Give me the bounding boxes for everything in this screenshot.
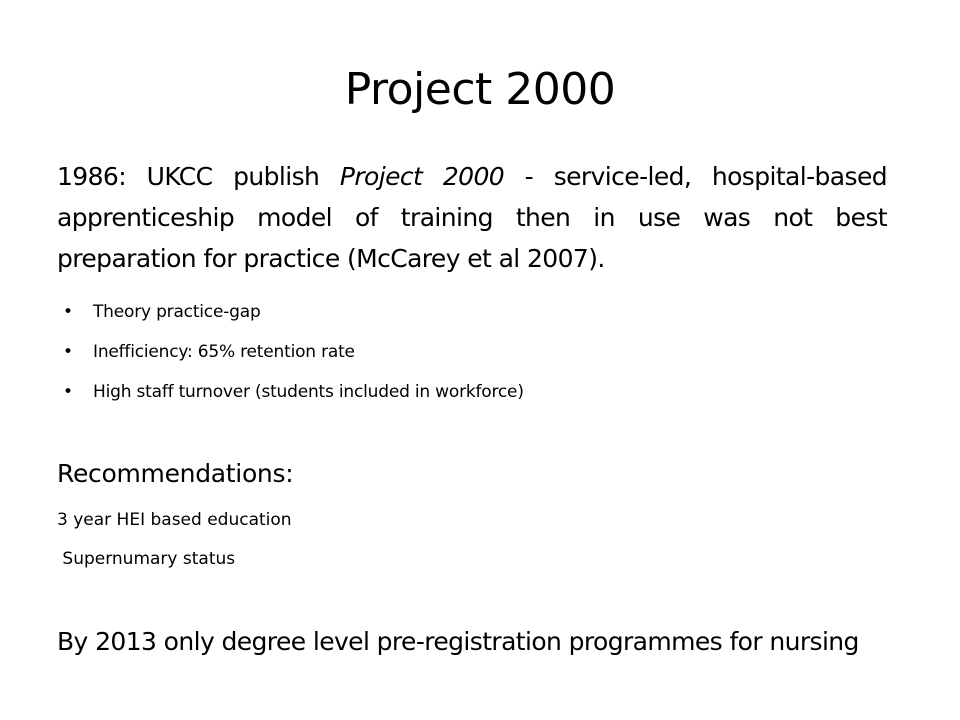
bullet-icon: • xyxy=(63,382,73,402)
bullet-item xyxy=(63,336,524,376)
bullet-text: Theory practice-gap xyxy=(93,302,261,322)
bullet-item xyxy=(63,376,524,416)
intro-suffix: - service-led, hospital-based apprenticeship model of training then in use was not best preparation for practice (McCarey et al 2007). xyxy=(57,162,887,273)
slide-title: Project 2000 xyxy=(344,64,616,115)
recommendations-heading: Recommendations: xyxy=(57,459,294,488)
intro-paragraph xyxy=(57,156,887,279)
bullet-text: High staff turnover (students included in workforce) xyxy=(93,382,524,402)
intro-prefix: 1986: UKCC publish xyxy=(57,162,340,191)
bullet-icon: • xyxy=(63,302,73,322)
closing-paragraph: By 2013 only degree level pre-registration programmes for nursing xyxy=(57,627,859,656)
intro-italic-title: Project 2000 xyxy=(339,162,505,191)
recommendation-item: 3 year HEI based education xyxy=(57,510,292,530)
bullet-list xyxy=(63,296,524,416)
bullet-icon: • xyxy=(63,342,73,362)
bullet-text: Inefficiency: 65% retention rate xyxy=(93,342,355,362)
bullet-item xyxy=(63,296,524,336)
recommendation-item: Supernumary status xyxy=(57,549,236,569)
